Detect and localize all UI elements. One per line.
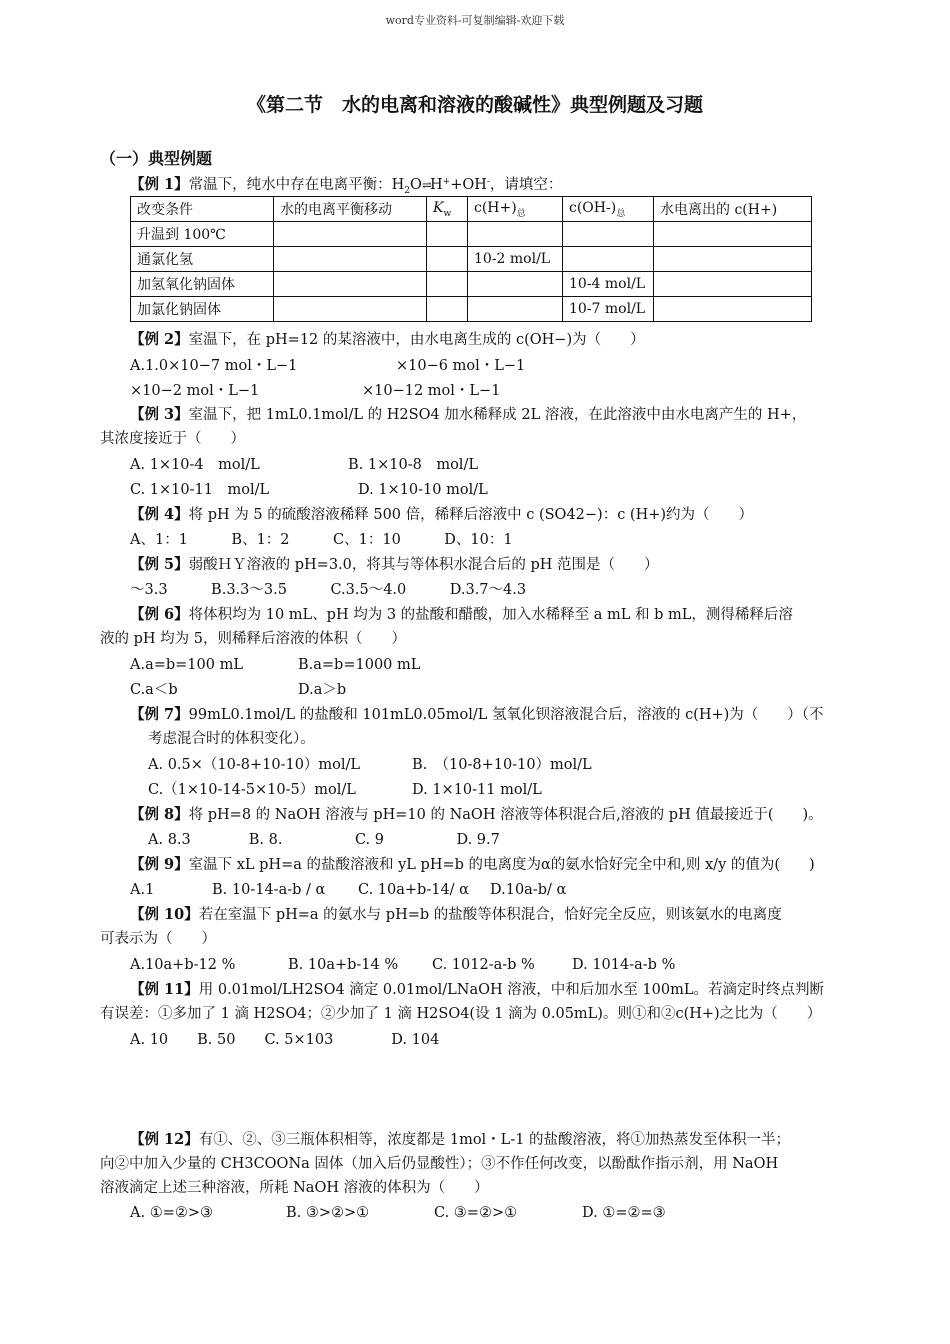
example-7-option-c: C.（1×10-14-5×10-5）mol/L — [148, 782, 356, 798]
example-2-option-d: ×10−12 mol・L−1 — [362, 383, 501, 399]
example-3-stem: 【例 3】室温下，把 1mL0.1mol/L 的 H2SO4 加水稀释成 2L 溶液，在此溶液中由水电离产生的 H+， — [130, 406, 807, 423]
table-cell — [468, 297, 563, 322]
table-row — [131, 272, 812, 297]
example-8-label: 【例 8】 — [130, 806, 189, 823]
example-6-stem-cont: 液的 pH 均为 5，则稀释后溶液的体积（ ） — [100, 631, 406, 647]
example-11-label: 【例 11】 — [130, 981, 199, 998]
table-cell: 加氯化钠固体 — [131, 297, 274, 322]
example-10-stem: 【例 10】若在室温下 pH=a 的氨水与 pH=b 的盐酸等体积混合，恰好完全反应，则该氨水的电离度 — [130, 906, 782, 923]
example-6-option-a: A.a=b=100 mL — [130, 657, 243, 673]
example-9-option-d: D.10a-b/ α — [490, 882, 567, 898]
example-12-option-c: C. ③=②>① — [434, 1205, 518, 1221]
table-cell — [427, 222, 468, 247]
example-6-option-c: C.a＜b — [130, 682, 178, 698]
table-cell — [468, 272, 563, 297]
example-3-option-c: C. 1×10-11 mol/L — [130, 482, 270, 498]
example-12-stem: 【例 12】有①、②、③三瓶体积相等，浓度都是 1mol・L-1 的盐酸溶液，将①加热蒸发至体积一半； — [130, 1131, 791, 1148]
example-3-stem-cont: 其浓度接近于（ ） — [100, 431, 245, 447]
example-6-option-d: D.a＞b — [298, 682, 347, 698]
example-9-option-c: C. 10a+b-14/ α — [358, 882, 469, 898]
table-cell — [563, 247, 654, 272]
table-cell — [468, 222, 563, 247]
example-7-option-b: B. （10-8+10-10）mol/L — [412, 757, 592, 773]
table-header-cell: $K_w$ — [427, 197, 468, 222]
example-11-stem-cont: 有误差：①多加了 1 滴 H2SO4；②少加了 1 滴 H2SO4(设 1 滴为 0.05mL)。则①和②c(H+)之比为（ ） — [100, 1006, 822, 1022]
table-header-cell: 水的电离平衡移动 — [274, 197, 427, 222]
example-5-stem: 【例 5】弱酸ＨＹ溶液的 pH=3.0，将其与等体积水混合后的 pH 范围是（ ） — [130, 556, 659, 573]
example-7-stem: 【例 7】99mL0.1mol/L 的盐酸和 101mL0.05mol/L 氢氧化钡溶液混合后，溶液的 c(H+)为（ ）（不 — [130, 706, 824, 723]
example-9-label: 【例 9】 — [130, 856, 189, 873]
example-12-label: 【例 12】 — [130, 1131, 199, 1148]
example-5-label: 【例 5】 — [130, 556, 189, 573]
table-cell — [654, 222, 812, 247]
example-12-stem-cont-2: 溶液滴定上述三种溶液，所耗 NaOH 溶液的体积为（ ） — [100, 1180, 489, 1196]
table-row — [131, 297, 812, 322]
table-cell — [563, 222, 654, 247]
example-3-option-a: A. 1×10-4 mol/L — [130, 457, 260, 473]
table-cell — [654, 297, 812, 322]
example-2-option-c: ×10−2 mol・L−1 — [130, 383, 260, 399]
table-header-row — [131, 197, 812, 222]
example-6-option-b: B.a=b=1000 mL — [298, 657, 421, 673]
example-10-label: 【例 10】 — [130, 906, 199, 923]
example-1-label: 【例 1】 — [130, 176, 189, 193]
example-9-option-a: A.1 — [130, 882, 155, 898]
example-9-option-b: B. 10-14-a-b / α — [212, 882, 326, 898]
table-cell — [654, 272, 812, 297]
example-1-table — [130, 196, 812, 322]
example-7-option-d: D. 1×10-11 mol/L — [412, 782, 542, 798]
example-11-stem: 【例 11】用 0.01mol/LH2SO4 滴定 0.01mol/LNaOH 溶液，中和后加水至 100mL。若滴定时终点判断 — [130, 981, 824, 998]
equilibrium-arrow-icon: ⇌ — [421, 178, 430, 192]
example-6-stem: 【例 6】将体积均为 10 mL、pH 均为 3 的盐酸和醋酸，加入水稀释至 a mL 和 b mL，测得稀释后溶 — [130, 606, 793, 623]
table-header-cell: 改变条件 — [131, 197, 274, 222]
table-cell — [654, 247, 812, 272]
example-3-option-b: B. 1×10-8 mol/L — [348, 457, 478, 473]
example-8-options: A. 8.3 B. 8. C. 9 D. 9.7 — [148, 832, 500, 848]
table-cell: 加氢氧化钠固体 — [131, 272, 274, 297]
example-12-option-a: A. ①=②>③ — [130, 1205, 213, 1221]
example-11-options: A. 10 B. 50 C. 5×103 D. 104 — [130, 1032, 440, 1048]
table-cell: 10-4 mol/L — [563, 272, 654, 297]
example-2-stem: 【例 2】室温下，在 pH=12 的某溶液中，由水电离生成的 c(OH−)为（ ） — [130, 331, 645, 348]
example-10-option-a: A.10a+b-12 % — [130, 957, 236, 973]
page-header: word专业资料-可复制编辑-欢迎下载 — [385, 14, 565, 27]
example-12-option-d: D. ①=②=③ — [582, 1205, 666, 1221]
example-10-option-b: B. 10a+b-14 % — [288, 957, 399, 973]
section-heading: （一）典型例题 — [100, 149, 213, 168]
example-7-label: 【例 7】 — [130, 706, 189, 723]
example-12-option-b: B. ③>②>① — [286, 1205, 370, 1221]
example-10-stem-cont: 可表示为（ ） — [100, 931, 216, 947]
example-4-label: 【例 4】 — [130, 506, 189, 523]
example-2-option-b: ×10−6 mol・L−1 — [396, 358, 526, 374]
table-cell — [427, 297, 468, 322]
table-cell — [274, 297, 427, 322]
example-4-options: A、1：1 B、1：2 C、1：10 D、10：1 — [130, 532, 513, 548]
example-4-stem: 【例 4】将 pH 为 5 的硫酸溶液稀释 500 倍，稀释后溶液中 c (SO42−)：c (H+)约为（ ） — [130, 506, 754, 523]
example-8-stem: 【例 8】将 pH=8 的 NaOH 溶液与 pH=10 的 NaOH 溶液等体积混合后,溶液的 pH 值最接近于( )。 — [130, 806, 823, 823]
table-header-cell: $c(OH-)_总$ — [563, 197, 654, 222]
example-10-option-c: C. 1012-a-b % — [432, 957, 535, 973]
example-1-stem: 【例 1】常温下，纯水中存在电离平衡：$H_2O\rightleftharpoons H^++OH^-$，请填空： — [130, 176, 563, 196]
table-header-cell: $c(H+)_总$ — [468, 197, 563, 222]
example-6-label: 【例 6】 — [130, 606, 189, 623]
example-7-stem-cont: 考虑混合时的体积变化）。 — [148, 731, 315, 747]
table-cell: 升温到 100℃ — [131, 222, 274, 247]
example-3-label: 【例 3】 — [130, 406, 189, 423]
example-9-stem: 【例 9】室温下 xL pH=a 的盐酸溶液和 yL pH=b 的电离度为α的氨水恰好完全中和,则 x/y 的值为( ) — [130, 856, 815, 873]
example-3-option-d: D. 1×10-10 mol/L — [358, 482, 488, 498]
example-10-option-d: D. 1014-a-b % — [572, 957, 676, 973]
example-2-label: 【例 2】 — [130, 331, 189, 348]
table-cell — [274, 222, 427, 247]
table-row — [131, 247, 812, 272]
table-row — [131, 222, 812, 247]
page-title: 《第二节 水的电离和溶液的酸碱性》典型例题及习题 — [246, 94, 703, 116]
table-cell: 10-2 mol/L — [468, 247, 563, 272]
example-2-option-a: A.1.0×10−7 mol・L−1 — [130, 358, 298, 374]
example-12-stem-cont: 向②中加入少量的 CH3COONa 固体（加入后仍显酸性）；③不作任何改变，以酚酞作指示剂，用 NaOH — [100, 1156, 779, 1172]
table-cell — [427, 272, 468, 297]
table-header-cell: 水电离出的 c(H+) — [654, 197, 812, 222]
table-cell — [274, 247, 427, 272]
table-cell — [427, 247, 468, 272]
table-cell: 10-7 mol/L — [563, 297, 654, 322]
example-5-options: ～3.3 B.3.3～3.5 C.3.5～4.0 D.3.7～4.3 — [130, 582, 527, 598]
example-7-option-a: A. 0.5×（10-8+10-10）mol/L — [148, 757, 361, 773]
table-cell: 通氯化氢 — [131, 247, 274, 272]
table-cell — [274, 272, 427, 297]
